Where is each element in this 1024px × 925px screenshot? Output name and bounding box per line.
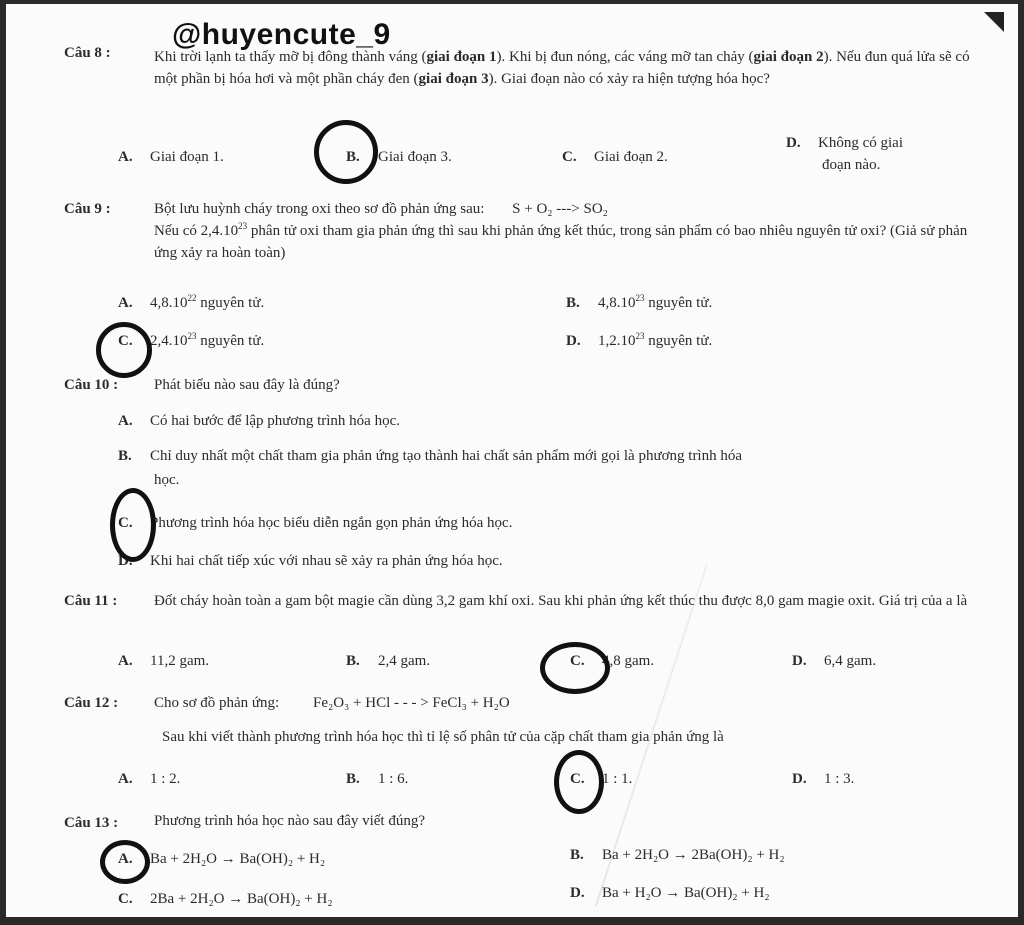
option-d[interactable] xyxy=(570,882,770,904)
answer-circle-mark xyxy=(110,488,156,562)
option-text: Có hai bước để lập phương trình hóa học. xyxy=(150,413,400,429)
question-11 xyxy=(64,584,978,674)
option-text: Chỉ duy nhất một chất tham gia phản ứng tạo thành hai chất sản phẩm mới gọi là phương trình hóa xyxy=(150,448,743,464)
option-a[interactable] xyxy=(118,146,224,168)
corner-triangle-mark xyxy=(984,12,1004,32)
option-letter: A. xyxy=(118,771,133,787)
option-letter: D. xyxy=(566,333,581,349)
option-b[interactable] xyxy=(346,768,408,790)
question-text: Phương trình hóa học nào sau đây viết đúng? xyxy=(154,813,426,829)
question-text: Đốt cháy hoàn toàn a gam bột magie cần dùng 3,2 gam khí oxi. Sau khi phản ứng kết thúc thu được 8,0 gam magie oxit. Giá trị của a là xyxy=(154,593,968,609)
option-b[interactable] xyxy=(570,844,785,866)
question-text xyxy=(154,198,978,264)
question-text: Phát biểu nào sau đây là đúng? xyxy=(154,377,340,393)
question-text-part: ). Nếu đun quá lửa sẽ có một phần bị hóa hơi và một phần cháy đen ( xyxy=(154,49,970,87)
option-text: 2,4 gam. xyxy=(378,653,431,669)
option-text: Ba + 2H₂O → 2Ba(OH)₂ + H₂ xyxy=(602,847,785,863)
question-text-line2: Sau khi viết thành phương trình hóa học thì tỉ lệ số phân tử của cặp chất tham gia phản ứng là xyxy=(162,729,724,745)
option-letter: B. xyxy=(346,149,360,165)
option-letter: C. xyxy=(562,149,577,165)
question-number: Câu 11 : xyxy=(64,593,118,609)
option-letter: B. xyxy=(346,653,360,669)
question-10 xyxy=(64,370,978,570)
question-number: Câu 10 : xyxy=(64,377,119,393)
option-letter: B. xyxy=(566,295,580,311)
option-text: 11,2 gam. xyxy=(150,653,210,669)
option-letter: C. xyxy=(118,333,133,349)
option-text: Khi hai chất tiếp xúc với nhau sẽ xảy ra phản ứng hóa học. xyxy=(150,553,503,569)
question-text-part: Khi trời lạnh ta thấy mỡ bị đông thành váng ( xyxy=(154,49,427,65)
option-letter: A. xyxy=(118,149,133,165)
option-letter: D. xyxy=(118,553,133,569)
option-text: 4,8.10 xyxy=(150,295,188,311)
scanned-paper xyxy=(6,4,1018,917)
exponent: 23 xyxy=(635,331,645,341)
option-letter: C. xyxy=(118,891,133,907)
option-letter: B. xyxy=(118,448,132,464)
option-text: 1 : 3. xyxy=(824,771,855,787)
option-text: Giai đoạn 2. xyxy=(594,149,668,165)
option-c[interactable] xyxy=(118,512,512,534)
exponent: 23 xyxy=(187,331,197,341)
exponent: 23 xyxy=(238,221,248,231)
option-a[interactable] xyxy=(118,768,180,790)
option-letter: D. xyxy=(792,653,807,669)
option-text: 1 : 2. xyxy=(150,771,181,787)
option-b[interactable] xyxy=(118,444,742,492)
question-text-part: ). Giai đoạn nào có xảy ra hiện tượng hóa học? xyxy=(488,71,770,87)
stage-3-label: giai đoạn 3 xyxy=(418,71,489,87)
option-text: 2,4.10 xyxy=(150,333,188,349)
option-text: Không có giai xyxy=(818,135,903,151)
question-8 xyxy=(64,36,978,176)
option-letter: B. xyxy=(570,847,584,863)
question-number: Câu 8 : xyxy=(64,45,111,61)
exponent: 22 xyxy=(187,293,197,303)
option-text: 4,8.10 xyxy=(598,295,636,311)
question-number: Câu 13 : xyxy=(64,815,119,831)
exponent: 23 xyxy=(635,293,645,303)
reaction-equation: S + O₂ ---> SO₂ xyxy=(512,201,608,217)
option-text: 2Ba + 2H₂O → Ba(OH)₂ + H₂ xyxy=(150,891,333,907)
option-c[interactable] xyxy=(562,146,668,168)
option-text: nguyên tử. xyxy=(196,295,265,311)
option-a[interactable] xyxy=(118,650,209,672)
question-9 xyxy=(64,194,978,354)
option-text: Phương trình hóa học biểu diễn ngắn gọn phản ứng hóa học. xyxy=(150,515,513,531)
option-text: 4,8 gam. xyxy=(602,653,655,669)
option-a[interactable] xyxy=(118,292,264,314)
option-text: 1 : 6. xyxy=(378,771,409,787)
question-text-part: Bột lưu huỳnh cháy trong oxi theo sơ đồ phản ứng sau: xyxy=(154,201,485,217)
option-text: nguyên tử. xyxy=(644,295,713,311)
option-b[interactable] xyxy=(346,650,430,672)
option-letter: A. xyxy=(118,413,133,429)
option-d[interactable] xyxy=(792,768,854,790)
question-text xyxy=(154,46,978,90)
answer-circle-mark xyxy=(314,120,378,184)
option-letter: D. xyxy=(792,771,807,787)
option-text: Ba + 2H₂O → Ba(OH)₂ + H₂ xyxy=(150,851,326,867)
option-letter: A. xyxy=(118,851,133,867)
stage-2-label: giai đoạn 2 xyxy=(753,49,824,65)
option-letter: D. xyxy=(570,885,585,901)
option-d[interactable] xyxy=(786,132,903,176)
option-d[interactable] xyxy=(792,650,876,672)
watermark-username: @huyencute_9 xyxy=(172,18,391,51)
option-letter: C. xyxy=(570,771,585,787)
option-a[interactable] xyxy=(118,410,400,432)
option-text: 1 : 1. xyxy=(602,771,633,787)
option-text: 6,4 gam. xyxy=(824,653,877,669)
option-letter: A. xyxy=(118,653,133,669)
question-number: Câu 12 : xyxy=(64,695,119,711)
question-text-part: Nếu có 2,4.10 xyxy=(154,223,239,239)
question-text xyxy=(154,692,978,714)
option-text-line2: đoạn nào. xyxy=(822,157,881,173)
answer-circle-mark xyxy=(100,840,150,884)
question-text-part: phân tử oxi tham gia phản ứng thì sau khi phản ứng kết thúc, trong sản phẩm có bao nhiêu nguyên tử oxi? (Giả sử phản ứng xảy ra hoàn toàn) xyxy=(154,223,968,261)
option-letter: C. xyxy=(570,653,585,669)
option-letter: B. xyxy=(346,771,360,787)
option-letter: A. xyxy=(118,295,133,311)
option-d[interactable] xyxy=(566,330,712,352)
option-c[interactable] xyxy=(118,888,333,910)
option-letter: D. xyxy=(786,135,801,151)
stage-1-label: giai đoạn 1 xyxy=(426,49,497,65)
question-number: Câu 9 : xyxy=(64,201,111,217)
option-text: 1,2.10 xyxy=(598,333,636,349)
question-12 xyxy=(64,686,978,796)
option-b[interactable] xyxy=(566,292,712,314)
option-text: nguyên tử. xyxy=(196,333,265,349)
option-text: Giai đoạn 1. xyxy=(150,149,224,165)
option-text-line2: học. xyxy=(154,472,180,488)
option-letter: C. xyxy=(118,515,133,531)
question-text-part: ). Khi bị đun nóng, các váng mỡ tan chảy ( xyxy=(496,49,754,65)
option-text: Giai đoạn 3. xyxy=(378,149,452,165)
reaction-equation: Fe₂O₃ + HCl - - - > FeCl₃ + H₂O xyxy=(312,695,510,711)
option-d[interactable] xyxy=(118,550,503,572)
question-13 xyxy=(64,804,978,914)
option-text: nguyên tử. xyxy=(644,333,713,349)
option-text: Ba + H₂O → Ba(OH)₂ + H₂ xyxy=(602,885,770,901)
question-text-part: Cho sơ đồ phản ứng: xyxy=(154,695,280,711)
